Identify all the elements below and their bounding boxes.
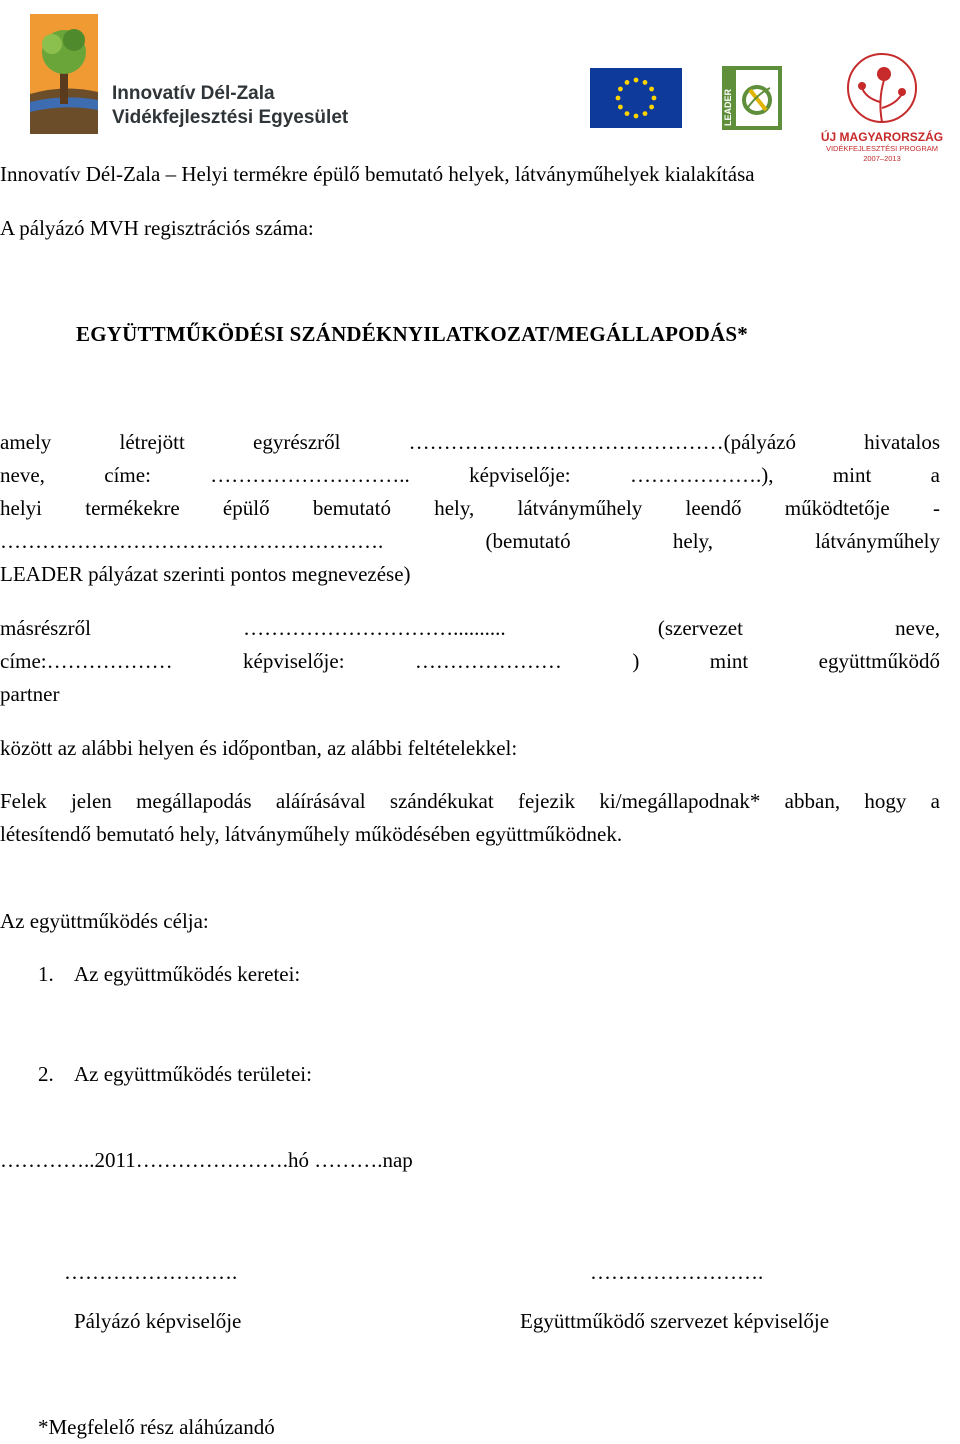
flower-emblem-icon <box>818 50 946 130</box>
program-title: ÚJ MAGYARORSZÁG <box>820 130 944 144</box>
list-item-1-text: Az együttműködés keretei: <box>74 962 301 986</box>
party1-paragraph <box>0 426 940 591</box>
party1-line: helyi termékekre épülő bemutató hely, látványműhely leendő működtetője - <box>0 496 940 520</box>
program-years: 2007–2013 <box>863 154 901 163</box>
organization-name <box>112 82 348 130</box>
organization-name-line1: Innovatív Dél-Zala <box>112 83 275 104</box>
party1-line: ………………………………………………. (bemutató hely, látványműhely <box>0 529 940 553</box>
party1-line: neve, címe: ……………………….. képviselője: ……………….), mint a <box>0 463 940 487</box>
between-line: között az alábbi helyen és időpontban, az alábbi feltételekkel: <box>0 736 518 760</box>
project-title-line: Innovatív Dél-Zala – Helyi termékre épülő bemutató helyek, látványműhelyek kialakítása <box>0 162 755 186</box>
party2-line: címe:……………… képviselője: ………………… ) mint együttműködő <box>0 649 940 673</box>
party1-line: LEADER pályázat szerinti pontos megnevezése) <box>0 562 411 586</box>
agreement-line: létesítendő bemutató hely, látványműhely működésében együttműködnek. <box>0 822 623 846</box>
list-item-2-number: 2. <box>38 1062 54 1086</box>
program-subtitle: VIDÉKFEJLESZTÉSI PROGRAM <box>825 144 939 153</box>
document-title: EGYÜTTMŰKÖDÉSI SZÁNDÉKNYILATKOZAT/MEGÁLLAPODÁS* <box>76 322 748 346</box>
footnote: *Megfelelő rész aláhúzandó <box>38 1415 275 1439</box>
signature-label-applicant: Pályázó képviselője <box>74 1309 242 1333</box>
agreement-line: Felek jelen megállapodás aláírásával szándékukat fejezik ki/megállapodnak* abban, hogy a <box>0 789 940 813</box>
association-logo-icon <box>30 14 98 134</box>
eu-flag-icon <box>590 68 682 128</box>
agreement-paragraph <box>0 785 940 851</box>
goal-label: Az együttműködés célja: <box>0 909 209 933</box>
party1-line: amely létrejött egyrészről ………………………………………(pályázó hivatalos <box>0 430 940 454</box>
party2-line: partner <box>0 682 60 706</box>
signature-dots-left: ……………………. <box>64 1260 238 1284</box>
new-hungary-program-logo <box>818 50 946 170</box>
party2-paragraph <box>0 612 940 711</box>
registration-number-label: A pályázó MVH regisztrációs száma: <box>0 216 314 240</box>
party2-line: másrészről ………………………….......... (szervezet neve, <box>0 616 940 640</box>
list-item-2-text: Az együttműködés területei: <box>74 1062 312 1086</box>
date-line: …………..2011………………….hó ……….nap <box>0 1148 413 1172</box>
signature-dots-right: ……………………. <box>590 1260 764 1284</box>
list-item-1-number: 1. <box>38 962 54 986</box>
leader-label: LEADER <box>723 88 733 126</box>
organization-name-line2: Vidékfejlesztési Egyesület <box>112 107 349 128</box>
signature-label-partner: Együttműködő szervezet képviselője <box>520 1309 830 1333</box>
